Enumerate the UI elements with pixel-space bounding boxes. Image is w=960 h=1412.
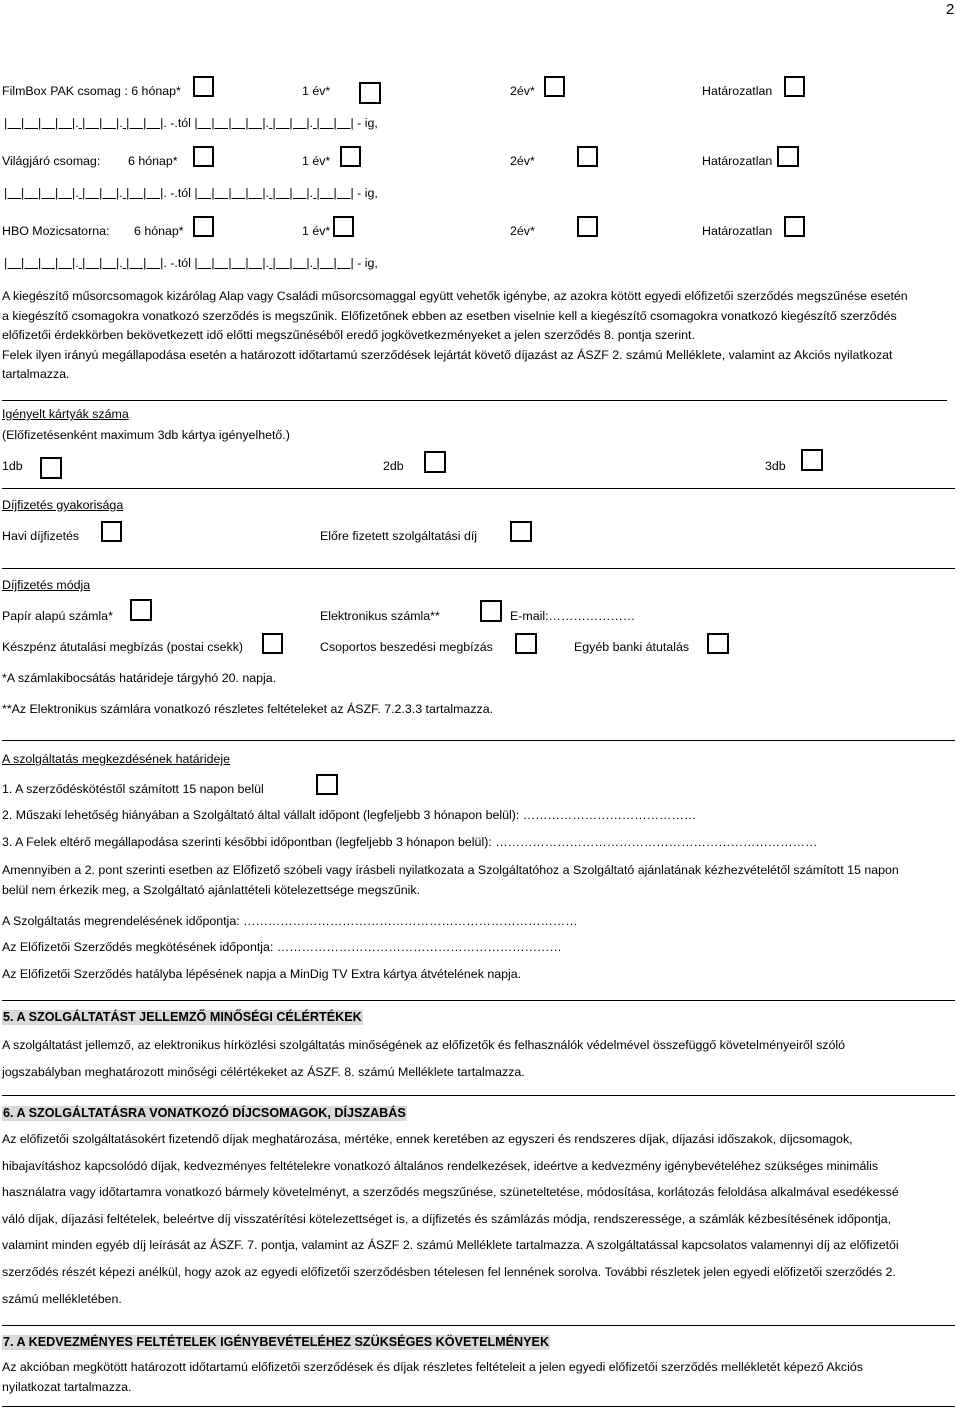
- invoice-deadline-note: *A számlakibocsátás határideje tárgyhó 20. napja.: [2, 671, 277, 685]
- filmbox-6month-checkbox[interactable]: [193, 76, 214, 97]
- filmbox-1year-label: 1 év*: [302, 84, 331, 98]
- cards-1db-checkbox[interactable]: [40, 457, 62, 479]
- filmbox-2year-checkbox[interactable]: [544, 76, 565, 97]
- cards-2db-label: 2db: [383, 459, 404, 473]
- section-5-title: 5. A SZOLGÁLTATÁST JELLEMZŐ MINŐSÉGI CÉLÉRTÉKEK: [3, 1010, 362, 1024]
- email-field[interactable]: E-mail:…………………: [510, 609, 636, 623]
- hbo-unlimited-checkbox[interactable]: [784, 216, 805, 237]
- electronic-invoice-label: Elektronikus számla**: [320, 609, 440, 623]
- paper-invoice-checkbox[interactable]: [130, 599, 152, 621]
- vilagjaro-label: Világjáró csomag:: [2, 154, 101, 168]
- electronic-invoice-checkbox[interactable]: [480, 600, 502, 622]
- frequency-title: Díjfizetés gyakorisága: [2, 498, 124, 512]
- page-number: 2: [946, 1, 955, 18]
- group-debit-label: Csoportos beszedési megbízás: [320, 640, 493, 654]
- cards-title: Igényelt kártyák száma: [2, 407, 129, 421]
- paper-invoice-label: Papír alapú számla*: [2, 609, 113, 623]
- group-debit-checkbox[interactable]: [515, 633, 537, 654]
- filmbox-date-field[interactable]: | | | | |. | | |. | | |. -.tól | | | | |. | | |. | | | - ig,: [4, 116, 378, 130]
- prepaid-checkbox[interactable]: [510, 521, 532, 542]
- cards-3db-checkbox[interactable]: [801, 449, 823, 471]
- deadline-item-3: 3. A Felek eltérő megállapodása szerinti későbbi időpontban (legfeljebb 3 hónapon belül): ……………………………………………………………………: [2, 835, 818, 849]
- cards-subtitle: (Előfizetésenként maximum 3db kártya igényelhető.): [2, 428, 290, 442]
- divider: [2, 488, 955, 489]
- deadline-paragraph: Amennyiben a 2. pont szerinti esetben az Előfizető szóbeli vagy írásbeli nyilatkozata a Szolgáltatóhoz a Szolgáltató ajánlatának kézhezvételétől számított 15 napon belül nem érkezik meg, a Szolgáltató ajánlattételi kötelezettsége megszűnik.: [2, 863, 899, 897]
- order-date-field[interactable]: A Szolgáltatás megrendelésének időpontja: ………………………………………………………………………: [2, 914, 578, 928]
- filmbox-unlimited-checkbox[interactable]: [784, 76, 805, 97]
- hbo-label: HBO Mozicsatorna:: [2, 224, 110, 238]
- divider: [2, 1325, 955, 1326]
- deadline-title: A szolgáltatás megkezdésének határideje: [2, 752, 230, 766]
- hbo-date-field[interactable]: | | | | |. | | |. | | |. -.tól | | | | |. | | |. | | | - ig,: [4, 256, 378, 270]
- hbo-6month-label: 6 hónap*: [134, 224, 184, 238]
- filmbox-2year-label: 2év*: [510, 84, 535, 98]
- postal-checkbox[interactable]: [262, 633, 283, 654]
- method-title: Díjfizetés módja: [2, 578, 91, 592]
- cards-1db-label: 1db: [2, 459, 23, 473]
- hbo-6month-checkbox[interactable]: [193, 216, 214, 237]
- vilagjaro-date-field[interactable]: | | | | |. | | |. | | |. -.tól | | | | |. | | |. | | | - ig,: [4, 186, 378, 200]
- effective-date-text: Az Előfizetői Szerződés hatályba lépésének napja a MinDig TV Extra kártya átvételének napja.: [2, 967, 522, 981]
- vilagjaro-6month-checkbox[interactable]: [193, 146, 214, 167]
- hbo-unlimited-label: Határozatlan: [702, 224, 773, 238]
- hbo-1year-label: 1 év*: [302, 224, 331, 238]
- monthly-checkbox[interactable]: [101, 521, 122, 542]
- filmbox-label: FilmBox PAK csomag : 6 hónap*: [2, 84, 181, 98]
- divider: [2, 1095, 955, 1096]
- section-6-body: Az előfizetői szolgáltatásokért fizetendő díjak meghatározása, mértéke, ennek keretében az egyszeri és rendszeres díjak, díjazási időszakok, díjcsomagok, hibajavításhoz kapcsolódó díjak, kedvezményes feltételekre vonatkozó általános rendelkezések, ideértve a kedvezmény igénybevételéhez szükséges minimális használatra vagy időtartamra vonatkozó bármely követelményt, a szerződés megszűnése, szüneteltetése, módosítása, korlátozás feloldása alkalmával esedékessé váló díjak, díjazási feltételek, beleértve díj visszatérítési kötelezettséget is, a díjfizetés és számlázás módja, rendszeressége, a számlák kézbesítésének időpontja, valamint minden egyéb díj leírását az ÁSZF. 7. pontja, valamint az ÁSZF 2. számú Melléklete tartalmazza. A szolgáltatással kapcsolatos valamennyi díj az előfizetői szerződés részét képezi anélkül, hogy azok az egyedi előfizetői szerződésben tételesen fel lennének sorolva. További részletek jelen egyedi előfizetői szerződés 2. számú mellékletében.: [2, 1132, 899, 1306]
- hbo-2year-checkbox[interactable]: [577, 216, 598, 237]
- deadline-item-1: 1. A szerződéskötéstől számított 15 napon belül: [2, 782, 264, 796]
- cards-3db-label: 3db: [765, 459, 786, 473]
- addon-note: A kiegészítő műsorcsomagok kizárólag Alap vagy Családi műsorcsomaggal együtt vehetők igénybe, az azokra kötött egyedi előfizetői szerződés megszűnése esetén a kiegészítő csomagokra vonatkozó szerződés is megszűnik. Előfizetőnek ebben az esetben viselnie kell a kiegészítő csomagokra vonatkozó kiegészítő szerződés előfizetői érdekkörben bekövetkezett idő előtti megszűnéséből eredő jogkövetkezményeket a jelen szerződés 8. pontja szerint. Felek ilyen irányú megállapodása esetén a határozott időtartamú szerződések lejártát követő díjazást az ÁSZF 2. számú Melléklete, valamint az Akciós nyilatkozat tartalmazza.: [2, 289, 908, 381]
- divider: [2, 568, 955, 569]
- vilagjaro-1year-checkbox[interactable]: [340, 146, 361, 167]
- filmbox-1year-checkbox[interactable]: [359, 82, 381, 104]
- vilagjaro-unlimited-checkbox[interactable]: [777, 146, 799, 167]
- cards-2db-checkbox[interactable]: [424, 451, 446, 473]
- vilagjaro-1year-label: 1 év*: [302, 154, 331, 168]
- divider: [2, 1000, 955, 1001]
- hbo-2year-label: 2év*: [510, 224, 535, 238]
- prepaid-label: Előre fizetett szolgáltatási díj: [320, 529, 478, 543]
- vilagjaro-2year-checkbox[interactable]: [577, 146, 598, 167]
- divider: [2, 1406, 955, 1407]
- bank-transfer-checkbox[interactable]: [707, 633, 729, 654]
- section-7-title: 7. A KEDVEZMÉNYES FELTÉTELEK IGÉNYBEVÉTELÉHEZ SZÜKSÉGES KÖVETELMÉNYEK: [3, 1335, 550, 1349]
- postal-label: Készpénz átutalási megbízás (postai csekk): [2, 640, 244, 654]
- filmbox-unlimited-label: Határozatlan: [702, 84, 773, 98]
- hbo-1year-checkbox[interactable]: [333, 216, 354, 237]
- deadline-item-1-checkbox[interactable]: [316, 774, 338, 795]
- section-6-title: 6. A SZOLGÁLTATÁSRA VONATKOZÓ DÍJCSOMAGOK, DÍJSZABÁS: [3, 1106, 406, 1120]
- e-invoice-note: **Az Elektronikus számlára vonatkozó részletes feltételeket az ÁSZF. 7.2.3.3 tartalmazza.: [2, 702, 494, 716]
- bank-transfer-label: Egyéb banki átutalás: [574, 640, 690, 654]
- vilagjaro-2year-label: 2év*: [510, 154, 535, 168]
- section-5-body: A szolgáltatást jellemző, az elektronikus hírközlési szolgáltatás minőségének az előfizetők és felhasználók védelmével összefüggő követelményeiről szóló jogszabályban meghatározott minőségi célértékeket az ÁSZF. 8. számú Melléklete tartalmazza.: [2, 1038, 845, 1079]
- section-7-body: Az akcióban megkötött határozott időtartamú előfizetői szerződések és díjak részletes feltételeit a jelen egyedi előfizetői szerződés mellékletét képező Akciós nyilatkozat tartalmazza.: [2, 1360, 863, 1394]
- vilagjaro-unlimited-label: Határozatlan: [702, 154, 773, 168]
- monthly-label: Havi díjfizetés: [2, 529, 80, 543]
- contract-date-field[interactable]: Az Előfizetői Szerződés megkötésének időpontja: ……………………………………………………………: [2, 940, 562, 954]
- vilagjaro-6month-label: 6 hónap*: [128, 154, 178, 168]
- divider: [2, 400, 947, 401]
- deadline-item-2: 2. Műszaki lehetőség hiányában a Szolgáltató által vállalt időpont (legfeljebb 3 hónapon belül): ……………………………………: [2, 808, 697, 822]
- divider: [2, 740, 955, 741]
